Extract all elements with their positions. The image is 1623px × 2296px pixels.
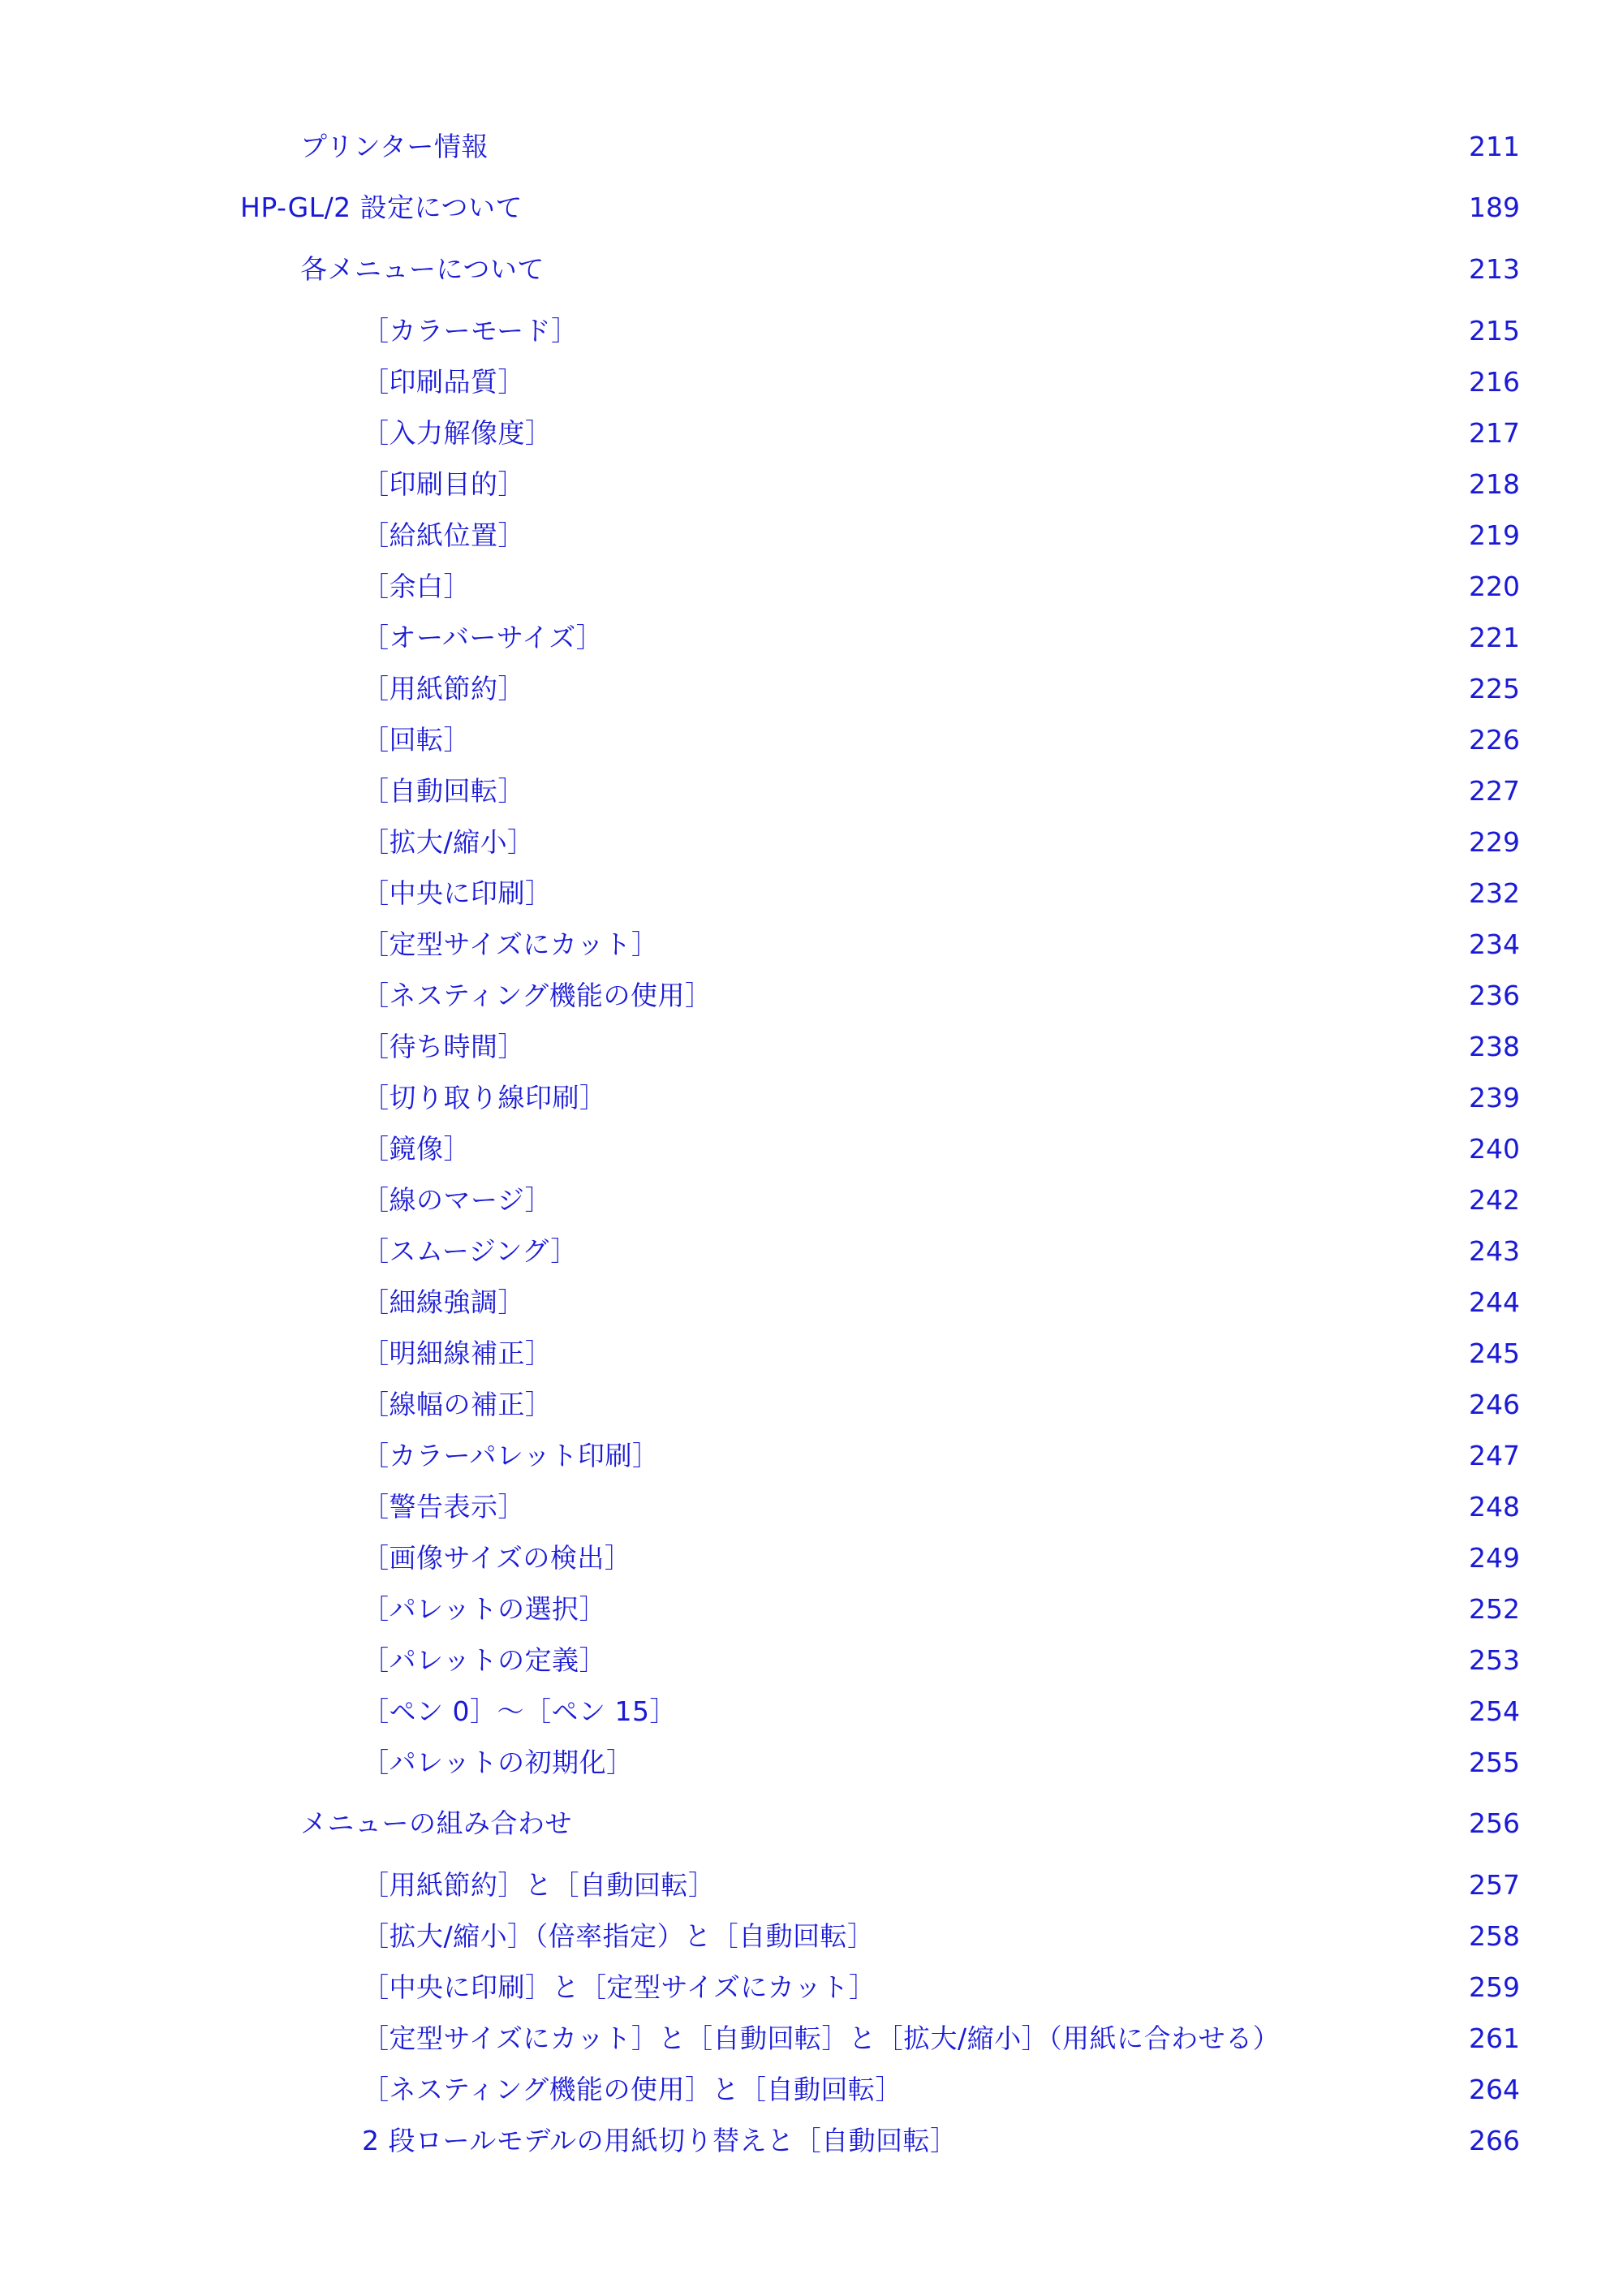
toc-entry-page: 266 <box>1469 2125 1520 2156</box>
toc-entry[interactable] <box>362 304 1519 349</box>
toc-entry-label: ［回転］ <box>362 724 471 756</box>
toc-entry[interactable] <box>362 918 1519 963</box>
toc-entry-page: 258 <box>1469 1920 1520 1952</box>
toc-entry-page: 220 <box>1469 571 1520 602</box>
toc-entry[interactable] <box>362 2063 1519 2108</box>
toc-entry[interactable] <box>362 1583 1519 1627</box>
dot-leader <box>962 2114 1459 2150</box>
toc-entry[interactable] <box>362 1225 1519 1269</box>
dot-leader <box>549 243 1459 278</box>
dot-leader <box>881 1961 1459 1997</box>
toc-entry[interactable] <box>300 1797 1519 1842</box>
dot-leader <box>665 1429 1459 1465</box>
toc-entry-label: ［細線強調］ <box>362 1286 525 1318</box>
toc-entry-page: 234 <box>1469 928 1520 960</box>
toc-entry-page: 242 <box>1469 1184 1520 1216</box>
toc-entry-label: ［パレットの選択］ <box>362 1593 607 1625</box>
toc-entry[interactable] <box>362 1071 1519 1116</box>
toc-entry-page: 264 <box>1469 2074 1520 2105</box>
toc-entry-page: 249 <box>1469 1542 1520 1574</box>
toc-entry-page: 229 <box>1469 826 1520 858</box>
dot-leader <box>636 1531 1459 1567</box>
toc-entry-label: ［ネスティング機能の使用］ <box>362 980 712 1011</box>
dot-leader <box>611 1634 1459 1669</box>
dot-leader <box>558 867 1460 902</box>
toc-entry-label: ［余白］ <box>362 571 471 602</box>
toc-entry[interactable] <box>362 713 1519 758</box>
toc-entry-page: 253 <box>1469 1644 1520 1676</box>
dot-leader <box>664 918 1459 954</box>
toc-entry-label: ［ネスティング機能の使用］と［自動回転］ <box>362 2074 903 2105</box>
dot-leader <box>608 611 1459 647</box>
toc-entry-page: 252 <box>1469 1593 1520 1625</box>
dot-leader <box>530 662 1459 698</box>
dot-leader <box>717 969 1459 1005</box>
dot-leader <box>880 1910 1459 1945</box>
toc-entry-page: 213 <box>1469 253 1520 285</box>
dot-leader <box>1285 2012 1459 2048</box>
toc-entry[interactable] <box>362 1480 1519 1525</box>
toc-entry-page: 227 <box>1469 775 1520 807</box>
toc-entry[interactable] <box>362 1685 1519 1730</box>
toc-entry-label: メニューの組み合わせ <box>300 1807 572 1839</box>
dot-leader <box>611 1583 1459 1618</box>
dot-leader <box>540 816 1459 851</box>
dot-leader <box>721 1859 1460 1894</box>
toc-entry[interactable] <box>362 1859 1519 1903</box>
toc-entry-page: 189 <box>1469 192 1520 223</box>
toc-entry-page: 244 <box>1469 1286 1520 1318</box>
toc-entry[interactable] <box>362 355 1519 400</box>
toc-entry-label: ［カラーモード］ <box>362 315 579 347</box>
toc-entry-page: 216 <box>1469 366 1520 398</box>
toc-entry-page: 240 <box>1469 1133 1520 1165</box>
toc-entry-label: ［切り取り線印刷］ <box>362 1082 607 1114</box>
toc-entry-label: ［用紙節約］ <box>362 673 525 704</box>
dot-leader <box>639 1736 1459 1772</box>
dot-leader <box>530 765 1459 800</box>
toc-entry-label: 2 段ロールモデルの用紙切り替えと［自動回転］ <box>362 2125 958 2156</box>
dot-leader <box>493 120 1459 156</box>
toc-entry[interactable] <box>362 2012 1519 2057</box>
toc-entry[interactable] <box>362 611 1519 656</box>
toc-entry[interactable] <box>362 560 1519 605</box>
dot-leader <box>476 560 1459 596</box>
dot-leader <box>530 509 1459 545</box>
toc-entry-label: ［パレットの初期化］ <box>362 1747 634 1778</box>
toc-entry[interactable] <box>362 1378 1519 1423</box>
toc-entry-label: プリンター情報 <box>300 131 489 162</box>
toc-entry-label: ［入力解像度］ <box>362 417 553 449</box>
dot-leader <box>530 1276 1459 1312</box>
dot-leader <box>558 1378 1460 1414</box>
dot-leader <box>530 1020 1459 1056</box>
toc-entry-label: ［画像サイズの検出］ <box>362 1542 632 1574</box>
toc-entry-label: ［パレットの定義］ <box>362 1644 607 1676</box>
toc-entry-page: 236 <box>1469 980 1520 1011</box>
toc-entry[interactable] <box>300 243 1519 287</box>
dot-leader <box>612 1071 1460 1107</box>
toc-entry-label: ［用紙節約］と［自動回転］ <box>362 1869 716 1901</box>
dot-leader <box>527 181 1459 217</box>
toc-entry-page: 257 <box>1469 1869 1520 1901</box>
toc-entry-label: ［カラーパレット印刷］ <box>362 1440 660 1471</box>
toc-entry[interactable] <box>362 407 1519 451</box>
toc-entry-label: ［中央に印刷］ <box>362 877 553 909</box>
toc-entry-page: 239 <box>1469 1082 1520 1114</box>
toc-entry-label: ［ペン 0］～［ペン 15］ <box>362 1695 677 1727</box>
toc-entry[interactable] <box>362 1634 1519 1678</box>
toc-entry-page: 261 <box>1469 2022 1520 2054</box>
toc-entry[interactable] <box>300 120 1519 165</box>
toc-entry[interactable] <box>362 1531 1519 1576</box>
toc-entry-label: ［拡大/縮小］ <box>362 826 535 858</box>
toc-entry-page: 259 <box>1469 1971 1520 2003</box>
toc-entry-label: ［定型サイズにカット］ <box>362 928 659 960</box>
toc-entry-page: 211 <box>1469 131 1520 162</box>
toc-entry-page: 254 <box>1469 1695 1520 1727</box>
toc-entry[interactable] <box>362 1174 1519 1218</box>
dot-leader <box>476 1122 1459 1158</box>
toc-entry-page: 247 <box>1469 1440 1520 1471</box>
toc-entry-page: 219 <box>1469 519 1520 551</box>
dot-leader <box>682 1685 1459 1721</box>
dot-leader <box>530 355 1459 391</box>
toc-entry-label: ［警告表示］ <box>362 1491 525 1523</box>
toc-entry-label: ［自動回転］ <box>362 775 525 807</box>
toc-entry-page: 217 <box>1469 417 1520 449</box>
toc-entry-label: ［印刷目的］ <box>362 468 525 500</box>
toc-entry-page: 226 <box>1469 724 1520 756</box>
toc-entry-page: 218 <box>1469 468 1520 500</box>
toc-entry[interactable] <box>362 1429 1519 1474</box>
dot-leader <box>907 2063 1459 2099</box>
toc-entry-label: ［拡大/縮小］（倍率指定）と［自動回転］ <box>362 1920 875 1952</box>
toc-entry[interactable] <box>362 1276 1519 1320</box>
toc-entry-label: ［給紙位置］ <box>362 519 525 551</box>
toc-entry-label: ［オーバーサイズ］ <box>362 622 604 653</box>
toc-entry-label: ［線幅の補正］ <box>362 1389 553 1420</box>
dot-leader <box>577 1797 1459 1833</box>
toc-entry-label: ［印刷品質］ <box>362 366 525 398</box>
toc-entry-page: 238 <box>1469 1031 1520 1062</box>
toc-entry[interactable] <box>362 867 1519 911</box>
toc-entry-page: 245 <box>1469 1338 1520 1369</box>
toc-entry-label: ［明細線補正］ <box>362 1338 553 1369</box>
toc-entry-label: ［線のマージ］ <box>362 1184 553 1216</box>
dot-leader <box>530 458 1459 493</box>
toc-entry[interactable] <box>362 1736 1519 1781</box>
toc-entry[interactable] <box>362 2114 1519 2159</box>
toc-entry-page: 246 <box>1469 1389 1520 1420</box>
toc-entry-label: 各メニューについて <box>300 253 545 285</box>
dot-leader <box>530 1480 1459 1516</box>
toc-entry[interactable] <box>362 1910 1519 1954</box>
dot-leader <box>558 1327 1460 1363</box>
toc-entry-label: ［待ち時間］ <box>362 1031 525 1062</box>
toc-entry-page: 255 <box>1469 1747 1520 1778</box>
toc-entry-page: 232 <box>1469 877 1520 909</box>
toc-entry-label: ［鏡像］ <box>362 1133 471 1165</box>
dot-leader <box>558 407 1460 442</box>
toc-entry-page: 248 <box>1469 1491 1520 1523</box>
toc-entry[interactable] <box>362 765 1519 809</box>
toc-entry[interactable] <box>362 1122 1519 1167</box>
toc-entry-page: 221 <box>1469 622 1520 653</box>
toc-entry[interactable] <box>362 1327 1519 1372</box>
toc-entry[interactable] <box>362 1020 1519 1065</box>
toc-entry-page: 225 <box>1469 673 1520 704</box>
toc-entry[interactable] <box>362 458 1519 502</box>
toc-entry-page: 256 <box>1469 1807 1520 1839</box>
toc-entry-page: 215 <box>1469 315 1520 347</box>
toc-entry[interactable] <box>362 969 1519 1014</box>
dot-leader <box>476 713 1459 749</box>
dot-leader <box>557 1174 1459 1209</box>
toc-entry[interactable] <box>362 662 1519 707</box>
toc-entry[interactable] <box>362 1961 1519 2005</box>
dot-leader <box>583 304 1459 340</box>
toc-entry-label: ［定型サイズにカット］と［自動回転］と［拡大/縮小］（用紙に合わせる） <box>362 2022 1281 2054</box>
toc-entry-label: HP-GL/2 設定について <box>240 192 523 223</box>
toc-entry-label: ［中央に印刷］と［定型サイズにカット］ <box>362 1971 876 2003</box>
toc-entry[interactable] <box>240 181 1519 226</box>
toc-entry[interactable] <box>362 816 1519 860</box>
toc-entry-label: ［スムージング］ <box>362 1235 578 1267</box>
toc-entry[interactable] <box>362 509 1519 554</box>
toc-entry-page: 243 <box>1469 1235 1520 1267</box>
dot-leader <box>583 1225 1459 1260</box>
